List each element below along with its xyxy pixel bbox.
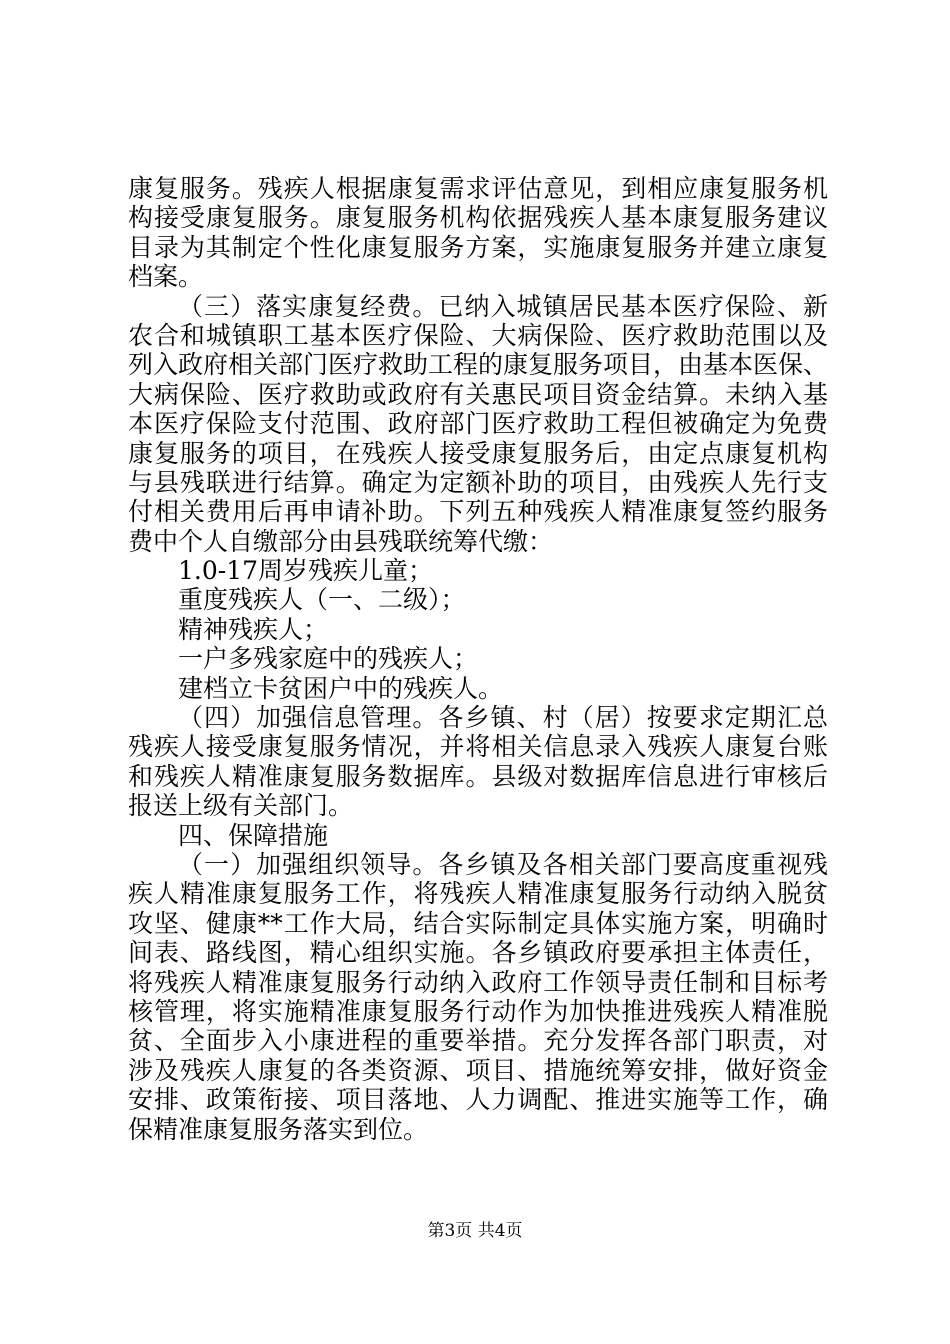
text-line: 保精准康复服务落实到位。 (128, 1114, 429, 1144)
text-line: 涉及残疾人康复的各类资源、项目、措施统筹安排，做好资金 (128, 1055, 828, 1085)
text-line: 疾人精准康复服务工作，将残疾人精准康复服务行动纳入脱贫 (128, 879, 828, 909)
text-line: 核管理，将实施精准康复服务行动作为加快推进残疾人精准脱 (128, 996, 828, 1026)
text-line: 档案。 (128, 262, 204, 292)
text-line: 贫、全面步入小康进程的重要举措。充分发挥各部门职责，对 (128, 1026, 828, 1056)
text-line: 大病保险、医疗救助或政府有关惠民项目资金结算。未纳入基 (128, 379, 828, 409)
section-heading: 四、保障措施 (178, 820, 329, 850)
text-line: 农合和城镇职工基本医疗保险、大病保险、医疗救助范围以及 (128, 320, 828, 350)
text-line: 报送上级有关部门。 (128, 791, 354, 821)
document-body (128, 174, 828, 1144)
list-item: 一户多残家庭中的残疾人； (178, 644, 479, 674)
text-line: 康复服务的项目，在残疾人接受康复服务后，由定点康复机构 (128, 438, 828, 468)
list-item: 建档立卡贫困户中的残疾人。 (178, 673, 504, 703)
text-line: 目录为其制定个性化康复服务方案，实施康复服务并建立康复 (128, 232, 828, 262)
paragraph-start-line: （一）加强组织领导。各乡镇及各相关部门要高度重视残 (178, 849, 828, 879)
text-line: 费中个人自缴部分由县残联统筹代缴： (128, 526, 554, 556)
text-line: 列入政府相关部门医疗救助工程的康复服务项目，由基本医保、 (128, 350, 829, 380)
paragraph-start-line: （四）加强信息管理。各乡镇、村（居）按要求定期汇总 (178, 703, 828, 733)
text-line: 攻坚、健康**工作大局，结合实际制定具体实施方案，明确时 (128, 908, 828, 938)
text-line: 将残疾人精准康复服务行动纳入政府工作领导责任制和目标考 (128, 967, 828, 997)
list-item: 1.0-17周岁残疾儿童； (178, 556, 434, 586)
text-line: 康复服务。残疾人根据康复需求评估意见，到相应康复服务机 (128, 174, 828, 203)
text-line: 付相关费用后再申请补助。下列五种残疾人精准康复签约服务 (128, 497, 828, 527)
text-line: 和残疾人精准康复服务数据库。县级对数据库信息进行审核后 (128, 761, 828, 791)
text-line: 构接受康复服务。康复服务机构依据残疾人基本康复服务建议 (128, 203, 828, 233)
text-line: 与县残联进行结算。确定为定额补助的项目，由残疾人先行支 (128, 467, 828, 497)
paragraph-start-line: （三）落实康复经费。已纳入城镇居民基本医疗保险、新 (178, 291, 828, 321)
list-item: 精神残疾人； (178, 614, 329, 644)
text-line: 安排、政策衔接、项目落地、人力调配、推进实施等工作，确 (128, 1085, 828, 1115)
text-line: 本医疗保险支付范围、政府部门医疗救助工程但被确定为免费 (128, 409, 828, 439)
text-line: 间表、路线图，精心组织实施。各乡镇政府要承担主体责任， (128, 938, 828, 968)
list-item: 重度残疾人（一、二级）； (178, 585, 466, 615)
text-line: 残疾人接受康复服务情况，并将相关信息录入残疾人康复台账 (128, 732, 828, 762)
page-number-footer: 第3页 共4页 (427, 1221, 523, 1241)
